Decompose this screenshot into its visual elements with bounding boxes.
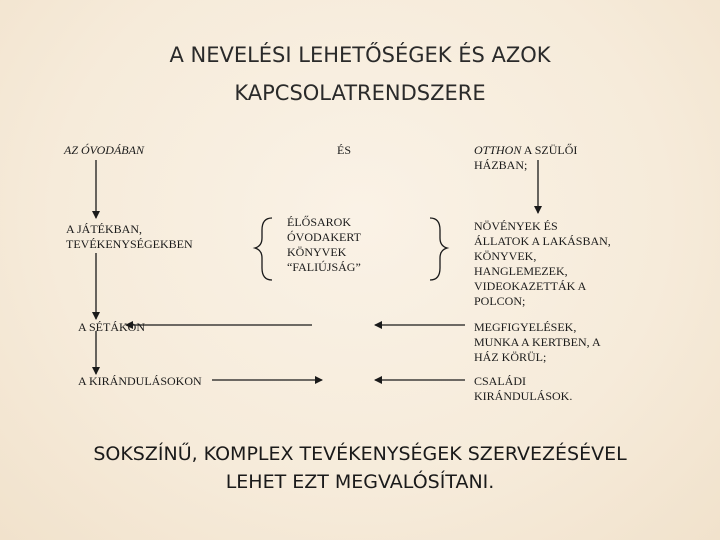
footer-line-2: LEHET EZT MEGVALÓSÍTANI. <box>225 471 495 493</box>
footer-text <box>50 440 670 496</box>
brace-right-open <box>430 218 447 280</box>
middle-list: ÉLŐSAROK ÓVODAKERT KÖNYVEK “FALIÚJSÁG” <box>287 215 361 274</box>
right-header <box>474 143 577 173</box>
right-header-italic: OTTHON <box>474 143 522 157</box>
right-family-trips: CSALÁDI KIRÁNDULÁSOK. <box>474 374 573 403</box>
middle-header: ÉS <box>337 143 352 157</box>
left-play: A JÁTÉKBAN, TEVÉKENYSÉGEKBEN <box>66 222 193 251</box>
left-trips: A KIRÁNDULÁSOKON <box>78 374 202 388</box>
brace-middle <box>255 218 272 280</box>
right-header-rest: A SZÜLŐI HÁZBAN; <box>474 143 578 172</box>
left-header: AZ ÓVODÁBAN <box>64 143 144 157</box>
footer-line-1: SOKSZÍNŰ, KOMPLEX TEVÉKENYSÉGEK SZERVEZÉSÉVEL <box>93 443 627 465</box>
right-home-items: NÖVÉNYEK ÉS ÁLLATOK A LAKÁSBAN, KÖNYVEK, HANGLEMEZEK, VIDEOKAZETTÁK A POLCON; <box>474 219 611 308</box>
right-observations: MEGFIGYELÉSEK, MUNKA A KERTBEN, A HÁZ KÖRÜL; <box>474 320 601 364</box>
title-line-2: KAPCSOLATRENDSZERE <box>234 81 486 105</box>
title-line-1: A NEVELÉSI LEHETŐSÉGEK ÉS AZOK <box>169 43 551 67</box>
left-walks: A SÉTÁKON <box>78 320 146 334</box>
